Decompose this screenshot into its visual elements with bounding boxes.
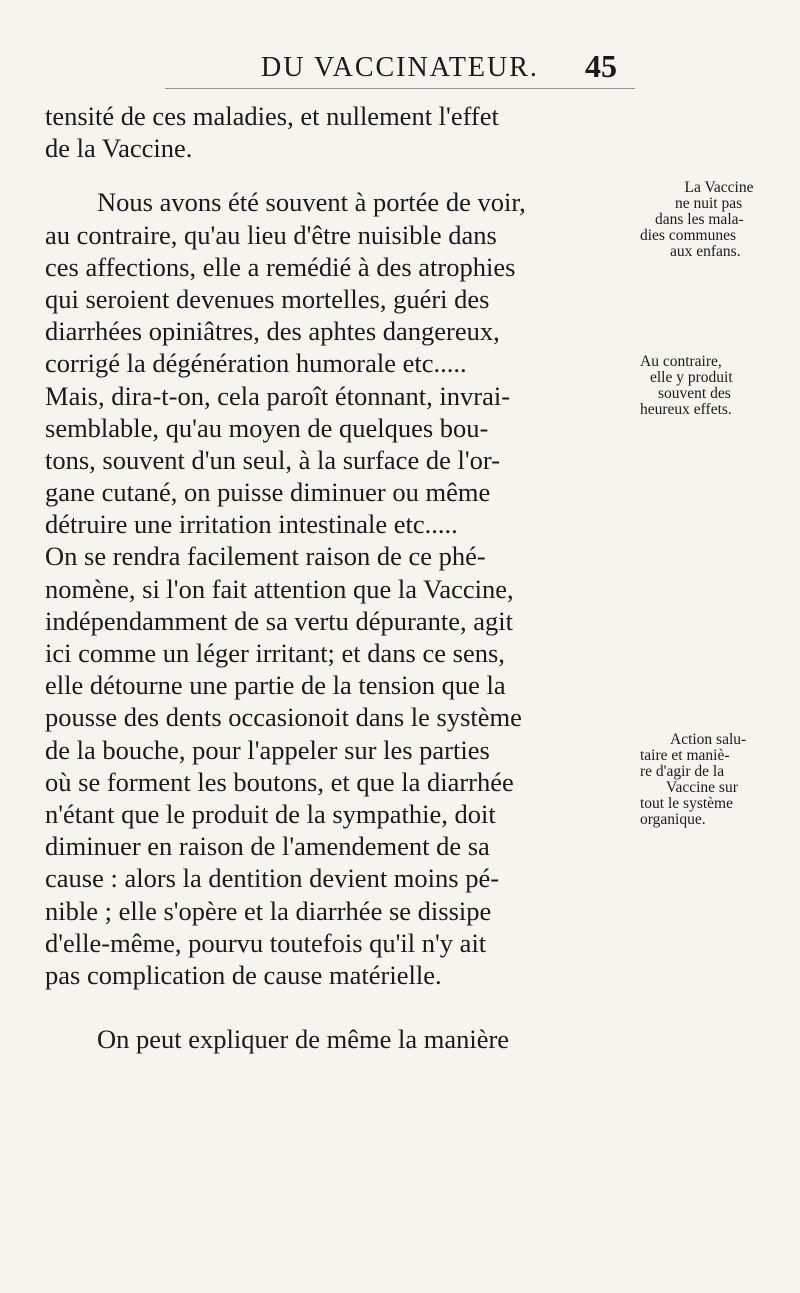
text-line: pas complication de cause matérielle.	[45, 959, 442, 990]
text-line: de la Vaccine.	[45, 133, 193, 164]
margin-note-line: dans les mala-	[655, 211, 744, 228]
text-line: pousse des dents occasionoit dans le système	[45, 702, 522, 733]
header-rule	[165, 88, 635, 89]
text-line: indépendamment de sa vertu dépurante, agit	[45, 605, 513, 636]
body-text	[45, 100, 635, 1055]
text-line: On peut expliquer de même la manière	[97, 1024, 510, 1055]
margin-note-line: aux enfans.	[670, 243, 741, 260]
text-line: gane cutané, on puisse diminuer ou même	[45, 477, 491, 508]
margin-note-line: re d'agir de la	[640, 763, 725, 780]
text-line: nomène, si l'on fait attention que la Vaccine,	[45, 573, 514, 604]
running-head	[0, 48, 800, 88]
text-line: elle détourne une partie de la tension que la	[45, 670, 506, 701]
text-line: cause : alors la dentition devient moins pé-	[45, 863, 500, 894]
text-line: corrigé la dégénération humorale etc.....	[45, 348, 467, 379]
text-line: ces affections, elle a remédié à des atrophies	[45, 251, 516, 282]
text-line: tons, souvent d'un seul, à la surface de l'or-	[45, 444, 500, 475]
margin-note	[640, 180, 798, 260]
margin-note-line: heureux effets.	[640, 401, 732, 418]
text-line: d'elle-même, pourvu toutefois qu'il n'y ait	[45, 927, 487, 958]
margin-note-line: taire et maniè-	[640, 747, 730, 764]
text-line: où se forment les boutons, et que la diarrhée	[45, 766, 514, 797]
text-line: au contraire, qu'au lieu d'être nuisible dans	[45, 219, 497, 250]
text-line: nible ; elle s'opère et la diarrhée se dissipe	[45, 895, 492, 926]
text-line: n'étant que le produit de la sympathie, doit	[45, 798, 496, 829]
text-line: ici comme un léger irritant; et dans ce sens,	[45, 638, 505, 668]
text-line: diarrhées opiniâtres, des aphtes dangereux,	[45, 316, 500, 347]
running-head-title: DU VACCINATEUR.	[261, 52, 539, 83]
margin-note-line: La Vaccine	[684, 179, 754, 196]
margin-note	[640, 354, 798, 418]
margin-note-line: Vaccine sur	[666, 779, 738, 796]
margin-note-line: Action salu-	[670, 731, 747, 748]
margin-note-line: organique.	[640, 811, 706, 828]
text-line: Nous avons été souvent à portée de voir,	[97, 187, 526, 218]
text-line: On se rendra facilement raison de ce phé-	[45, 541, 486, 572]
margin-note	[640, 732, 798, 828]
text-line: Mais, dira-t-on, cela paroît étonnant, invrai-	[45, 380, 511, 411]
text-line: détruire une irritation intestinale etc.....	[45, 509, 458, 540]
text-line: de la bouche, pour l'appeler sur les parties	[45, 734, 490, 765]
margin-note-line: dies communes	[640, 227, 736, 244]
margin-note-line: Au contraire,	[640, 353, 722, 370]
margin-note-line: ne nuit pas	[675, 195, 743, 212]
text-line: tensité de ces maladies, et nullement l'effet	[45, 101, 499, 131]
margin-note-line: elle y produit	[650, 369, 733, 386]
page-number: 45	[585, 48, 617, 84]
text-line: qui seroient devenues mortelles, guéri des	[45, 283, 490, 314]
text-line: semblable, qu'au moyen de quelques bou-	[45, 412, 489, 443]
margin-note-line: tout le système	[640, 795, 733, 812]
text-line: diminuer en raison de l'amendement de sa	[45, 831, 490, 862]
margin-note-line: souvent des	[658, 385, 731, 402]
